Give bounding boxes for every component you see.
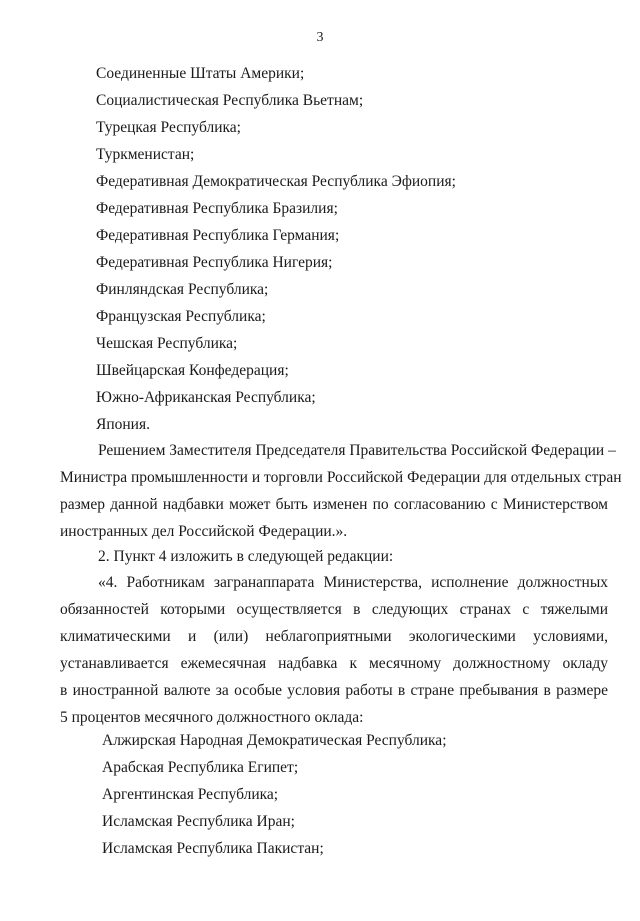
paragraph-line: климатическими и (или) неблагоприятными экологическими условиями,: [60, 628, 608, 645]
list-item: Финляндская Республика;: [96, 281, 269, 298]
paragraph-line: «4. Работникам загранаппарата Министерства, исполнение должностных: [98, 574, 608, 591]
paragraph-line: устанавливается ежемесячная надбавка к месячному должностному окладу: [60, 655, 608, 672]
list-item: Исламская Республика Иран;: [102, 813, 295, 830]
paragraph-line: иностранных дел Российской Федерации.».: [60, 523, 348, 540]
paragraph-line: в иностранной валюте за особые условия работы в стране пребывания в размере: [60, 682, 608, 699]
page-number: 3: [316, 30, 324, 45]
paragraph-line: обязанностей которыми осуществляется в следующих странах с тяжелыми: [60, 601, 608, 618]
paragraph-item-4: [60, 569, 608, 731]
item-2-heading: [98, 543, 640, 570]
list-item: Федеративная Республика Нигерия;: [96, 254, 333, 271]
paragraph-line: размер данной надбавки может быть изменен по согласованию с Министерством: [60, 496, 608, 513]
paragraph-decision: [60, 437, 622, 545]
list-item: Япония.: [96, 416, 150, 433]
list-item: Турецкая Республика;: [96, 119, 241, 136]
list-item: Туркменистан;: [96, 146, 195, 163]
list-item: Арабская Республика Египет;: [102, 759, 299, 776]
list-item: Алжирская Народная Демократическая Республика;: [102, 732, 447, 749]
list-item: Аргентинская Республика;: [102, 786, 279, 803]
list-item: Французская Республика;: [96, 308, 266, 325]
paragraph-line: 2. Пункт 4 изложить в следующей редакции:: [98, 548, 394, 565]
list-item: Социалистическая Республика Вьетнам;: [96, 92, 364, 109]
list-item: Федеративная Республика Бразилия;: [96, 200, 338, 217]
list-item: Южно-Африканская Республика;: [96, 389, 316, 406]
list-item: Федеративная Демократическая Республика Эфиопия;: [96, 173, 456, 190]
countries-list-1: [96, 60, 456, 438]
paragraph-line: Министра промышленности и торговли Российской Федерации для отдельных стран: [60, 469, 622, 486]
paragraph-line: Решением Заместителя Председателя Правительства Российской Федерации –: [98, 442, 616, 459]
list-item: Чешская Республика;: [96, 335, 238, 352]
list-item: Федеративная Республика Германия;: [96, 227, 340, 244]
list-item: Соединенные Штаты Америки;: [96, 65, 305, 82]
list-item: Исламская Республика Пакистан;: [102, 840, 324, 857]
list-item: Швейцарская Конфедерация;: [96, 362, 289, 379]
countries-list-2: [102, 727, 447, 862]
paragraph-line: 5 процентов месячного должностного оклада:: [60, 709, 364, 726]
